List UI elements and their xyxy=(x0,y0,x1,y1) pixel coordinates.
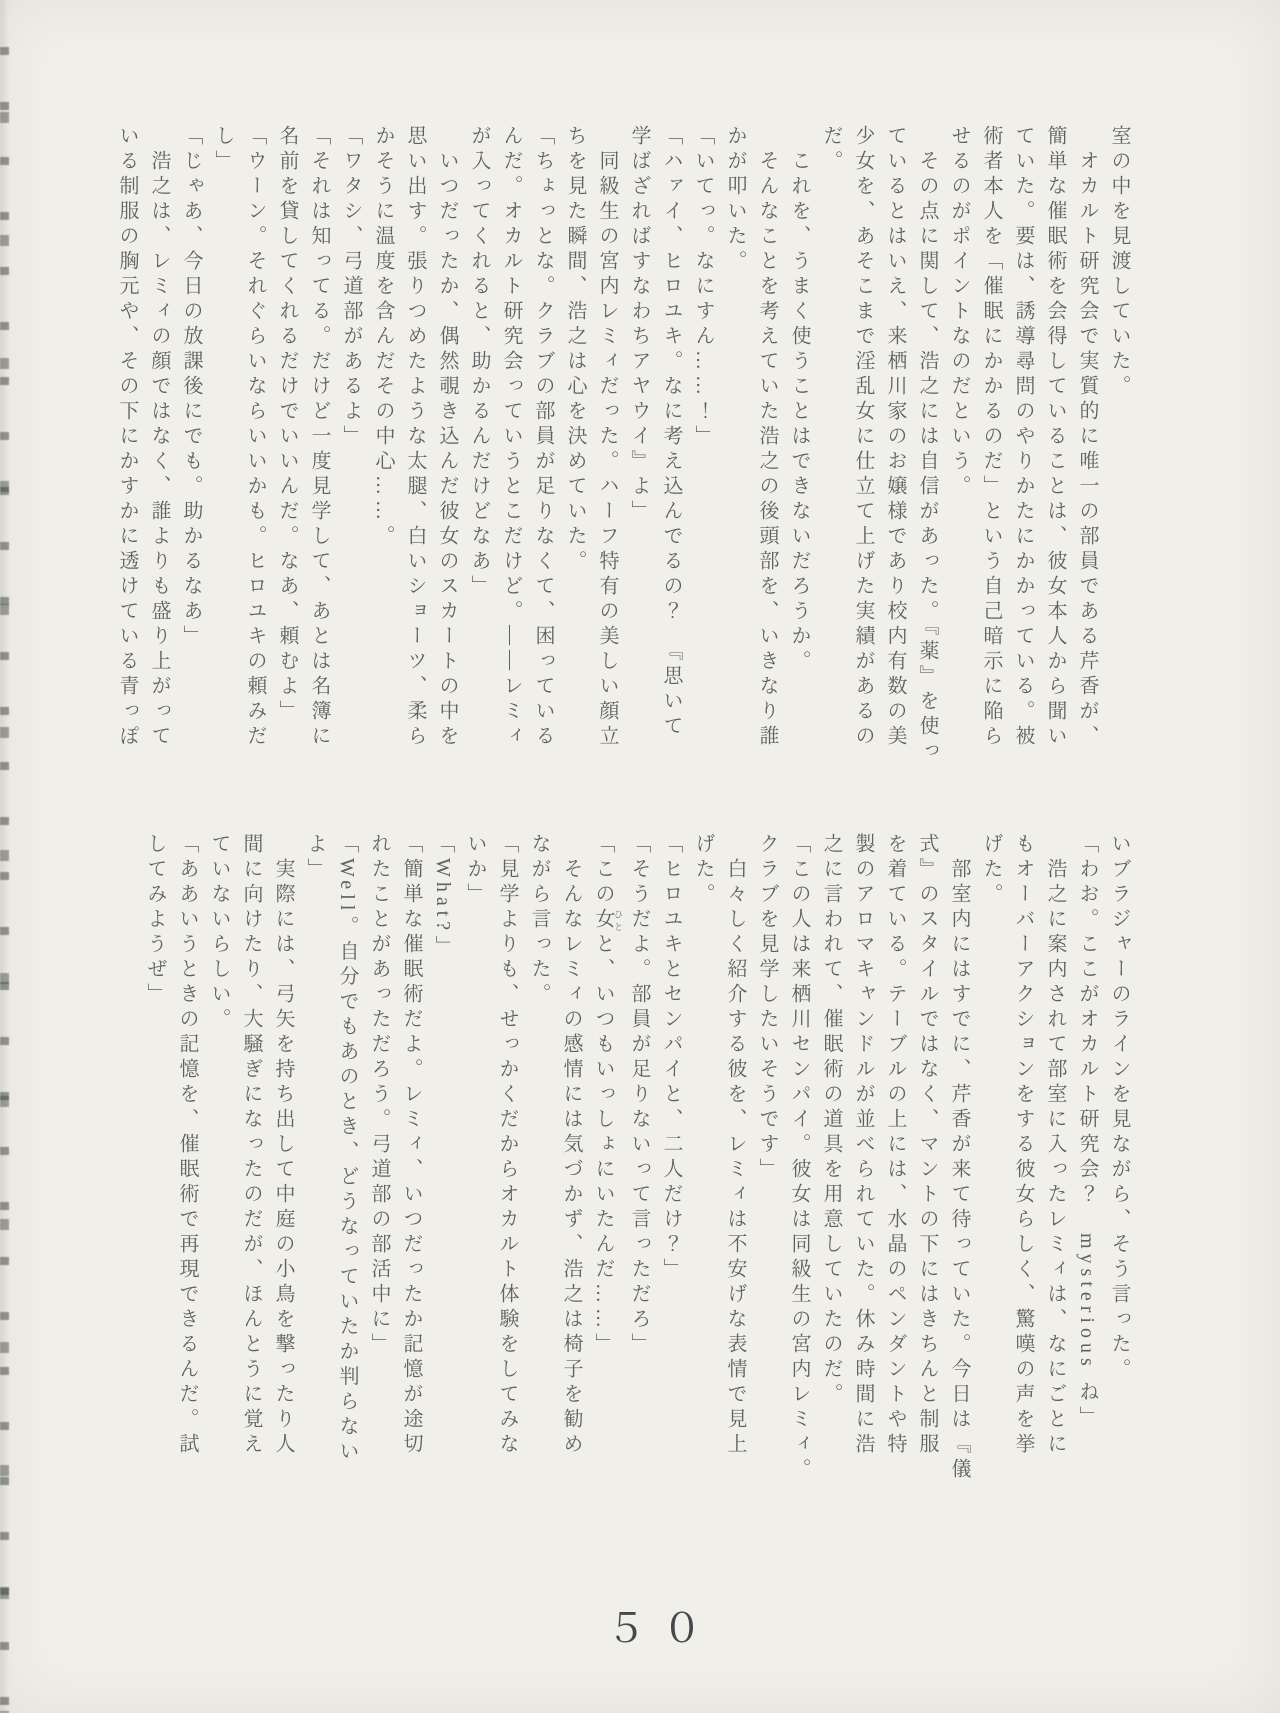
text-column: そんなことを考えていた浩之の後頭部を、いきなり誰 xyxy=(756,125,778,750)
text-column: 浩之に案内されて部室に入ったレミィは、なにごとに xyxy=(1044,833,1066,1458)
text-column: を着ている。テーブルの上には、水晶のペンダントや特 xyxy=(884,833,906,1458)
text-column: 学ばざればすなわちアヤウイ』よ」 xyxy=(628,125,650,525)
text-column: いつだったか、偶然覗き込んだ彼女のスカートの中を xyxy=(436,125,458,750)
text-column: 「いてっ。なにすん……！」 xyxy=(692,125,714,450)
text-column: かそうに温度を含んだその中心……。 xyxy=(372,125,394,550)
text-column: 「What?」 xyxy=(432,833,454,961)
text-column: 式』のスタイルではなく、マントの下にはきちんと制服 xyxy=(916,833,938,1458)
text-column: 実際には、弓矢を持ち出して中庭の小鳥を撃ったり人 xyxy=(272,833,294,1458)
text-column: 「そうだよ。部員が足りないって言っただろ」 xyxy=(628,833,650,1358)
text-column: 「わお。ここがオカルト研究会？ mysterious ね」 xyxy=(1076,833,1098,1431)
text-column: 「ああいうときの記憶を、催眠術で再現できるんだ。試 xyxy=(176,833,198,1458)
text-column: 「ハァイ、ヒロユキ。なに考え込んでるの？ 『思いて xyxy=(660,125,682,740)
text-column: 室の中を見渡していた。 xyxy=(1108,125,1130,400)
text-column: れたことがあっただろう。弓道部の部活中に」 xyxy=(368,833,390,1358)
binding-marks xyxy=(0,0,9,1713)
text-column: いる制服の胸元や、その下にかすかに透けている青っぽ xyxy=(116,125,138,750)
text-column: これを、うまく使うことはできないだろうか。 xyxy=(788,125,810,675)
text-column: ていた。要は、誘導尋問のやりかたにかかっている。被 xyxy=(1012,125,1034,750)
text-column: ているとはいえ、来栖川家のお嬢様であり校内有数の美 xyxy=(884,125,906,750)
text-column: いか」 xyxy=(464,833,486,908)
text-column: 「Well。自分でもあのとき、どうなっていたか判らない xyxy=(336,833,358,1466)
text-column: 「ヒロユキとセンパイと、二人だけ？」 xyxy=(660,833,682,1283)
text-column: ていないらしい。 xyxy=(208,833,230,1033)
text-column: クラブを見学したいそうです」 xyxy=(756,833,778,1183)
text-column: オカルト研究会で実質的に唯一の部員である芹香が、 xyxy=(1076,125,1098,750)
text-column: 「この人は来栖川センパイ。彼女は同級生の宮内レミィ。 xyxy=(788,833,810,1483)
text-column: 之に言われて、催眠術の道具を用意していたのだ。 xyxy=(820,833,842,1408)
text-column: 名前を貸してくれるだけでいいんだ。なあ、頼むよ」 xyxy=(276,125,298,725)
text-column: してみようぜ」 xyxy=(144,833,166,1008)
text-column: んだ。オカルト研究会っていうとこだけど。――レミィ xyxy=(500,125,522,750)
text-column: 少女を、あそこまで淫乱女に仕立て上げた実績があるの xyxy=(852,125,874,750)
text-column: 「ウーン。それぐらいならいいかも。ヒロユキの頼みだ xyxy=(244,125,266,750)
text-column: 「じゃあ、今日の放課後にでも。助かるなあ」 xyxy=(180,125,202,650)
text-column: 部室内にはすでに、芹香が来て待っていた。今日は『儀 xyxy=(948,833,970,1483)
text-column: 製のアロマキャンドルが並べられていた。休み時間に浩 xyxy=(852,833,874,1458)
text-column: かが叩いた。 xyxy=(724,125,746,275)
text-column: げた。 xyxy=(692,833,714,908)
text-column: 簡単な催眠術を会得していることは、彼女本人から聞い xyxy=(1044,125,1066,750)
text-column: 「見学よりも、せっかくだからオカルト体験をしてみな xyxy=(496,833,518,1458)
text-column: 術者本人を「催眠にかかるのだ」という自己暗示に陥ら xyxy=(980,125,1002,750)
text-column: が入ってくれると、助かるんだけどなあ」 xyxy=(468,125,490,600)
text-column: 「ちょっとな。クラブの部員が足りなくて、困っている xyxy=(532,125,554,750)
text-column: そんなレミィの感情には気づかず、浩之は椅子を勧め xyxy=(560,833,582,1458)
text-column: もオーバーアクションをする彼女らしく、驚嘆の声を挙 xyxy=(1012,833,1034,1458)
text-column: し」 xyxy=(212,125,234,175)
text-column: せるのがポイントなのだという。 xyxy=(948,125,970,500)
page-number: ５０ xyxy=(606,1606,718,1651)
text-column: だ。 xyxy=(820,125,842,175)
text-column: 「それは知ってる。だけど一度見学して、あとは名簿に xyxy=(308,125,330,750)
top-text-block xyxy=(111,125,1135,787)
text-column: 思い出す。張りつめたような太腿、白いショーツ、柔ら xyxy=(404,125,426,750)
text-column: げた。 xyxy=(980,833,1002,908)
text-column: 「簡単な催眠術だよ。レミィ、いつだったか記憶が途切 xyxy=(400,833,422,1458)
bottom-text-block xyxy=(139,833,1135,1495)
text-column: ながら言った。 xyxy=(528,833,550,1008)
text-column: 「ワタシ、弓道部があるよ」 xyxy=(340,125,362,450)
text-column: いブラジャーのラインを見ながら、そう言った。 xyxy=(1108,833,1130,1383)
text-column: よ」 xyxy=(304,833,326,883)
text-column: 白々しく紹介する彼を、レミィは不安げな表情で見上 xyxy=(724,833,746,1458)
text-column: 間に向けたり、大騒ぎになったのだが、ほんとうに覚え xyxy=(240,833,262,1458)
text-column: その点に関して、浩之には自信があった。『薬』を使っ xyxy=(916,125,938,765)
text-column: 浩之は、レミィの顔ではなく、誰よりも盛り上がって xyxy=(148,125,170,750)
text-column: ちを見た瞬間、浩之は心を決めていた。 xyxy=(564,125,586,575)
text-column: 同級生の宮内レミィだった。ハーフ特有の美しい顔立 xyxy=(596,125,618,750)
text-column: 「この女 ひとと、いつもいっしょにいたんだ……」 xyxy=(592,833,623,1358)
